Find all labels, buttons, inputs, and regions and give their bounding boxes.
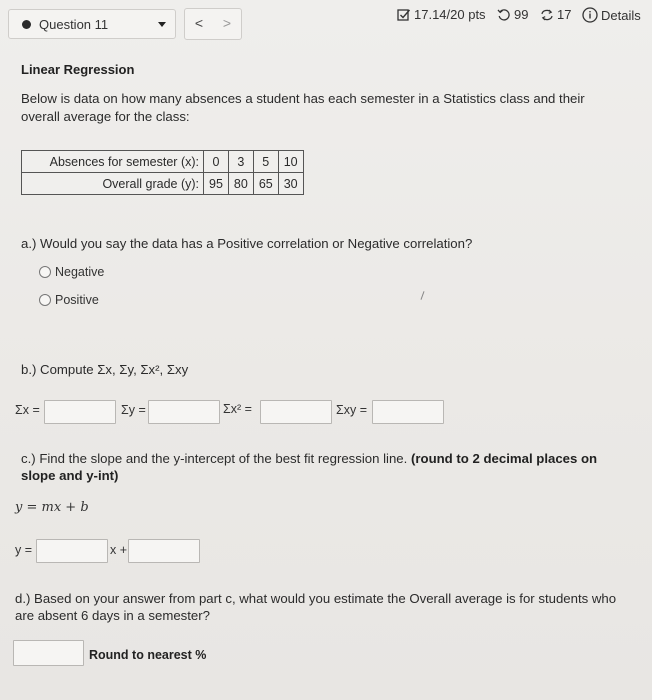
sum-x2-label: Σx² = [223, 402, 252, 416]
table-cell: 0 [204, 151, 229, 173]
radio-circle-icon [39, 294, 51, 306]
sum-x-input[interactable] [44, 400, 116, 424]
round-note: Round to nearest % [89, 648, 207, 662]
grade-label: Overall grade (y): [102, 176, 199, 191]
table-row-label [22, 151, 204, 173]
retry-icon [497, 8, 511, 22]
question-topbar [0, 0, 652, 48]
question-title: Linear Regression [21, 62, 135, 77]
radio-negative-label: Negative [55, 265, 105, 279]
info-icon [582, 7, 598, 23]
details-label: Details [601, 7, 641, 23]
sum-xy-label: Σxy = [336, 403, 367, 417]
tries-indicator [497, 7, 528, 22]
part-c-question [21, 450, 631, 484]
points-text: 17.14/20 pts [414, 7, 486, 22]
checkbox-edit-icon [397, 8, 411, 22]
table-row [22, 173, 304, 195]
sum-y-input[interactable] [148, 400, 220, 424]
sum-y-label: Σy = [121, 403, 146, 417]
table-cell: 95 [204, 173, 229, 195]
points-indicator [397, 7, 486, 22]
table-cell: 10 [278, 151, 303, 173]
question-intro: Below is data on how many absences a student has each semester in a Statistics class and their overall average for the class: [21, 91, 585, 124]
y-equals-label: y = [15, 543, 33, 557]
radio-circle-icon [39, 266, 51, 278]
slope-input[interactable] [36, 539, 108, 563]
submissions-count: 17 [557, 7, 572, 22]
sum-xy-input[interactable] [372, 400, 444, 424]
data-table [21, 150, 304, 195]
part-c-rounding-note: (round to 2 decimal places on slope and y-int) [21, 451, 598, 483]
previous-question-button[interactable]: < [194, 15, 204, 31]
radio-negative[interactable] [39, 265, 104, 279]
absences-label: Absences for semester (x): [49, 154, 199, 169]
radio-positive[interactable] [39, 293, 99, 307]
radio-positive-label: Positive [55, 293, 99, 307]
stray-mark [420, 291, 424, 300]
sync-arrows-icon [540, 8, 554, 22]
submissions-indicator [540, 7, 571, 22]
chevron-down-icon [158, 22, 166, 27]
details-link[interactable] [582, 7, 641, 23]
sum-x-label: Σx = [15, 403, 40, 417]
table-cell: 65 [253, 173, 278, 195]
question-nav [184, 8, 242, 40]
x-plus-label: x + [110, 543, 128, 557]
part-a-question: a.) Would you say the data has a Positive correlation or Negative correlation? [21, 236, 473, 251]
question-select[interactable] [8, 9, 176, 39]
table-row [22, 151, 304, 173]
part-c-text: c.) Find the slope and the y-intercept of the best fit regression line. [21, 451, 408, 466]
tries-count: 99 [514, 7, 529, 22]
table-cell: 5 [253, 151, 278, 173]
part-b-question: b.) Compute Σx, Σy, Σx², Σxy [21, 362, 189, 377]
table-cell: 30 [278, 173, 303, 195]
part-d-question: d.) Based on your answer from part c, what would you estimate the Overall average is for students who are absent 6 days in a semester? [15, 591, 617, 623]
status-dot-icon [22, 20, 31, 29]
regression-formula: y = mx + b [15, 500, 89, 515]
intercept-input[interactable] [128, 539, 200, 563]
table-row-label [22, 173, 204, 195]
estimate-input[interactable] [13, 640, 84, 666]
table-cell: 3 [228, 151, 253, 173]
question-select-label: Question 11 [39, 17, 109, 32]
next-question-button[interactable]: > [222, 15, 232, 31]
table-cell: 80 [228, 173, 253, 195]
sum-x2-input[interactable] [260, 400, 332, 424]
